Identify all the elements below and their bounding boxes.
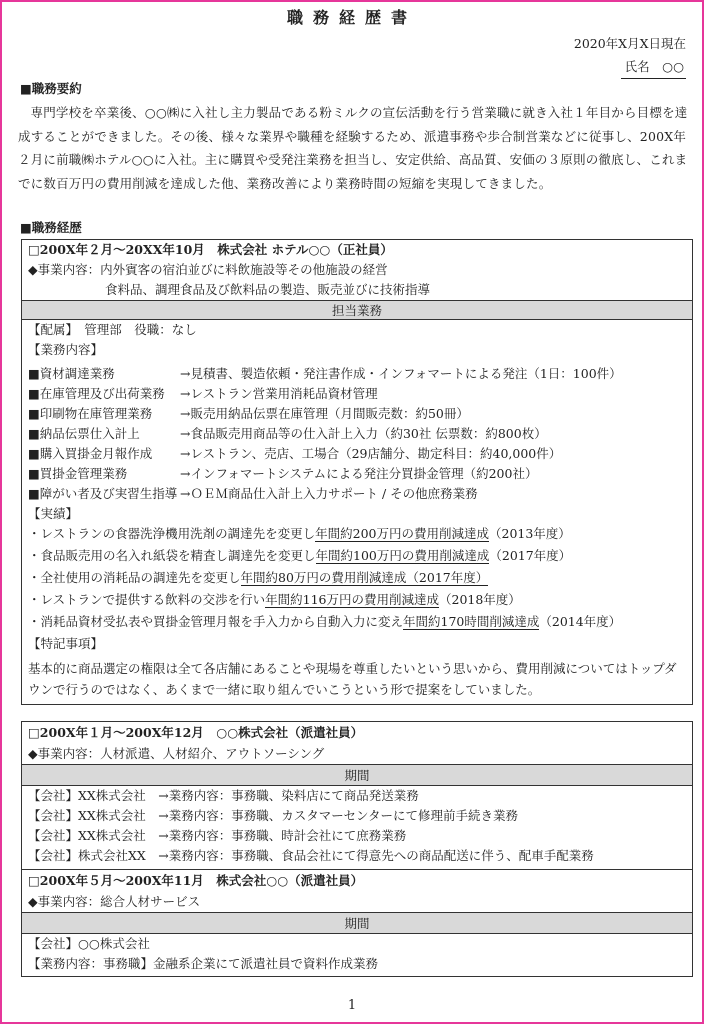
result-text: ・レストランで提供する飲料の交渉を行い [28, 592, 266, 607]
summary-text: 専門学校を卒業後、○○㈱に入社し主力製品である粉ミルクの宣伝活動を行う営業職に就き入社１年目から目標を達成することができました。その後、様々な業界や職種を経験するため、派遣事務や歩合制営業などに従事し、200X年２月に前職㈱ホテル○○に入社。主に購買や受発注業務を担当し、安定供給、高品質、安価の３原則の徹底し、これまでに数百万円の費用削減を達成した他、業務改善により業務時間の短縮を実現してきました。 [18, 105, 688, 191]
result-text: ・レストランの食器洗浄機用洗剤の調達先を変更し [28, 526, 316, 541]
result-highlight: 年間約200万円の費用削減達成 [315, 526, 489, 541]
job2-assignment: 【会社】XX株式会社 →業務内容：事務職、染料店にて商品発送業務 [28, 788, 419, 803]
job1-business-cont: 食料品、調理食品及び飲料品の製造、販売並びに技術指導 [105, 282, 431, 297]
result-text: ・全社使用の消耗品の調達先を変更し [28, 570, 241, 585]
job3-company: 【会社】○○株式会社 [28, 936, 150, 951]
result-row [22, 546, 692, 568]
result-year: （2014年度） [539, 614, 622, 629]
document-title: 職務経歴書 [286, 8, 417, 27]
task-row [22, 424, 692, 444]
task-row [22, 364, 692, 384]
job1-business: ◆事業内容：内外賓客の宿泊並びに料飲施設等その他施設の経営 [28, 262, 388, 277]
document-date: 2020年X月X日現在 [573, 36, 686, 51]
job2-period-header: 期間 [22, 764, 692, 786]
job2-period: □200X年１月～200X年12月 ○○株式会社（派遣社員） [28, 725, 364, 740]
job1-special-text: 基本的に商品選定の権限は全て各店舗にあることや現場を尊重したいという思いから、費用削減についてはトップダウンで行うのではなく、あくまで一緒に取り組んでいこうという形で提案をしていました。 [28, 661, 677, 697]
result-row [22, 524, 692, 546]
task-desc: →販売用納品伝票在庫管理（月間販売数：約50冊） [180, 406, 469, 421]
job1-special-label: 【特記事項】 [28, 636, 104, 651]
result-year: （2018年度） [439, 592, 521, 607]
applicant-name: 氏名 ○○ [621, 57, 686, 79]
result-highlight: 年間約116万円の費用削減達成 [265, 592, 439, 607]
job2-assignment: 【会社】XX株式会社 →業務内容：事務職、時計会社にて庶務業務 [28, 828, 407, 843]
task-desc: →見積書、製造依頼・発注書作成・インフォマートによる発注（1日：100件） [180, 366, 622, 381]
task-row [22, 464, 692, 484]
task-desc: →インフォマートシステムによる発注分買掛金管理（約200社） [180, 466, 538, 481]
result-row [22, 612, 692, 634]
task-name: ■購入買掛金月報作成 [28, 446, 153, 461]
task-name: ■障がい者及び実習生指導 [28, 486, 178, 501]
task-desc: →レストラン、売店、工場合（29店舗分、勘定科目：約40,000件） [180, 446, 562, 461]
task-row [22, 444, 692, 464]
summary-heading: ■職務要約 [20, 81, 82, 96]
result-row [22, 568, 692, 590]
result-text: ・消耗品資材受払表や買掛金管理月報を手入力から自動入力に変え [28, 614, 404, 629]
job2-assignment: 【会社】XX株式会社 →業務内容：事務職、カスタマーセンターにて修理前手続き業務 [28, 808, 519, 823]
result-year: （2017年度） [489, 548, 572, 563]
job-block-2 [21, 721, 693, 977]
task-row [22, 484, 692, 504]
task-name: ■資材調達業務 [28, 366, 115, 381]
task-desc: →ＯＥＭ商品仕入計上入力サポート / その他庶務業務 [180, 486, 478, 501]
job1-content-label: 【業務内容】 [28, 342, 104, 357]
job1-duty-header: 担当業務 [22, 300, 692, 320]
result-highlight: 年間約100万円の費用削減達成 [315, 548, 490, 563]
job2-business: ◆事業内容：人材派遣、人材紹介、アウトソーシング [28, 746, 325, 761]
job1-period: □200X年２月～20XX年10月 株式会社 ホテル○○（正社員） [28, 242, 393, 257]
task-name: ■買掛金管理業務 [28, 466, 128, 481]
page-number: 1 [347, 998, 357, 1013]
task-desc: →レストラン営業用消耗品資材管理 [180, 386, 378, 401]
task-row [22, 404, 692, 424]
task-name: ■印刷物在庫管理業務 [28, 406, 153, 421]
result-text: ・食品販売用の名入れ紙袋を精査し調達先を変更し [28, 548, 316, 563]
job3-period-header: 期間 [22, 912, 692, 934]
result-highlight: 年間約170時間削減達成 [403, 614, 540, 629]
result-row [22, 590, 692, 612]
job2-assignment: 【会社】株式会社XX →業務内容：事務職、食品会社にて得意先への商品配送に伴う、配車手配業務 [22, 846, 692, 870]
job1-department: 【配属】 管理部 役職：なし [28, 322, 197, 337]
job3-period: □200X年５月～200X年11月 株式会社○○（派遣社員） [28, 873, 364, 888]
result-year: （2013年度） [489, 526, 571, 541]
task-name: ■納品伝票仕入計上 [28, 426, 140, 441]
history-heading: ■職務経歴 [20, 220, 82, 235]
job1-results-label: 【実績】 [28, 506, 79, 521]
task-desc: →食品販売用商品等の仕入計上入力（約30社 伝票数：約800枚） [180, 426, 547, 441]
task-name: ■在庫管理及び出荷業務 [28, 386, 165, 401]
job3-duty: 【業務内容：事務職】金融系企業にて派遣社員で資料作成業務 [28, 956, 379, 971]
job-block-1 [21, 239, 693, 705]
result-highlight: 年間約80万円の費用削減達成（2017年度） [240, 570, 489, 585]
job3-business: ◆事業内容：総合人材サービス [28, 894, 201, 909]
task-row [22, 384, 692, 404]
